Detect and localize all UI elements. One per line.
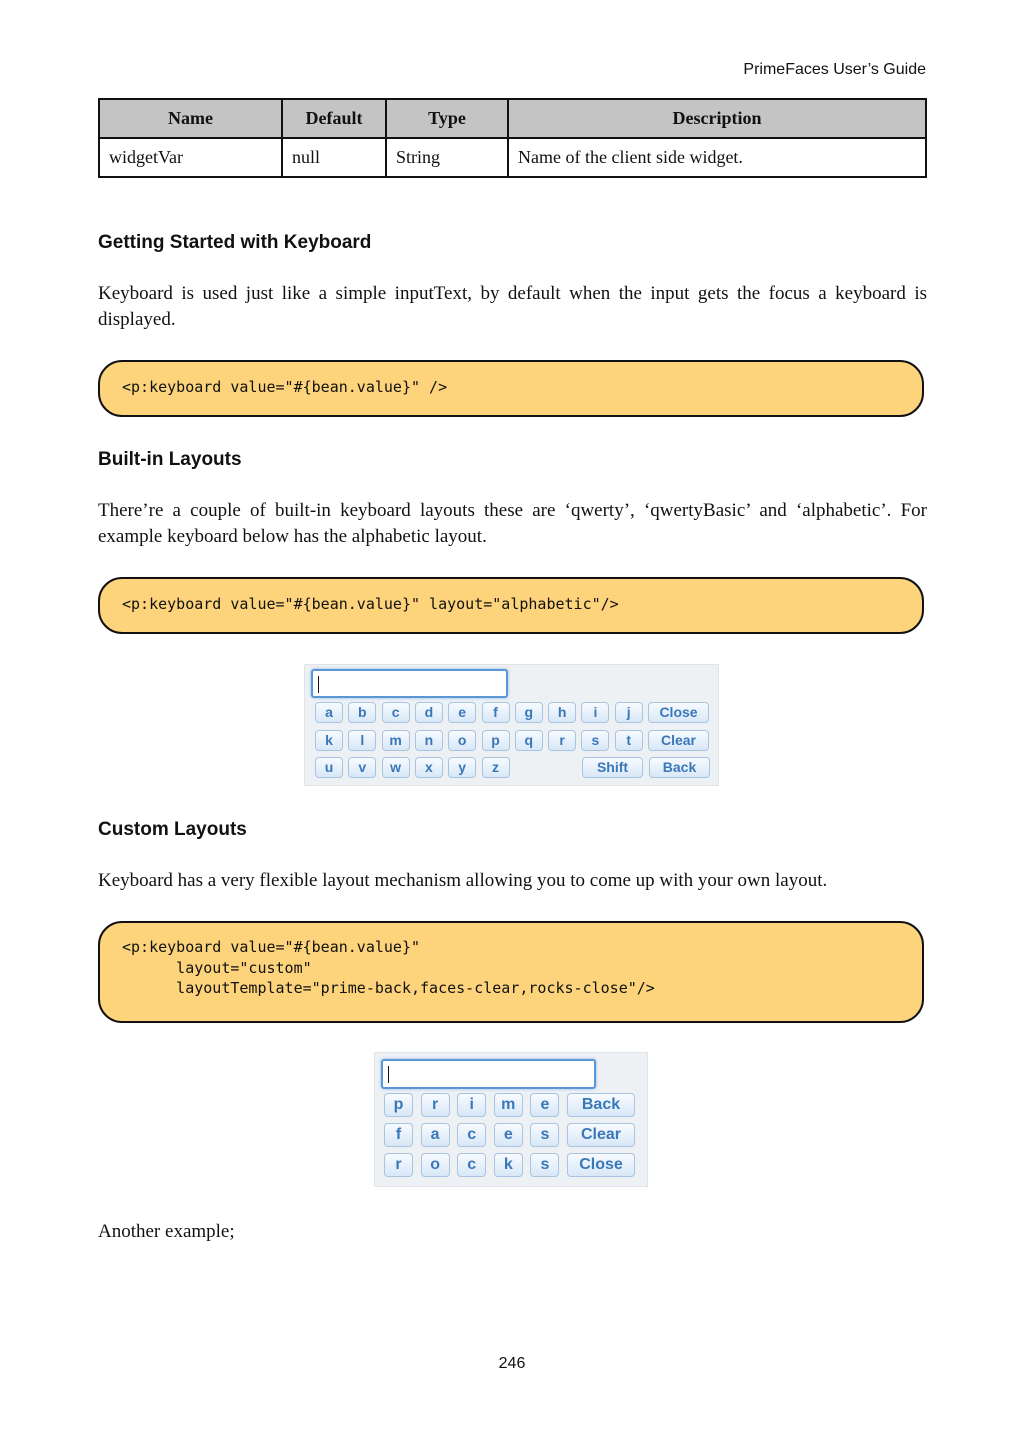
table-row [99, 138, 926, 177]
running-header: PrimeFaces User’s Guide [743, 61, 926, 78]
custom-keyboard-image [374, 1052, 648, 1187]
key-shift[interactable]: Shift [582, 757, 643, 778]
key-k[interactable]: k [494, 1153, 523, 1177]
key-p[interactable]: p [384, 1093, 413, 1117]
key-r[interactable]: r [384, 1153, 413, 1177]
code-block-basic: <p:keyboard value="#{bean.value}" /> [98, 360, 924, 417]
cell-type: String [386, 138, 508, 177]
key-s[interactable]: s [581, 730, 609, 751]
key-z[interactable]: z [482, 757, 510, 778]
table-header-row [99, 99, 926, 138]
key-c[interactable]: c [382, 702, 410, 723]
key-clear[interactable]: Clear [648, 730, 709, 751]
key-b[interactable]: b [348, 702, 376, 723]
paragraph-builtin-layouts: There’re a couple of built-in keyboard layouts these are ‘qwerty’, ‘qwertyBasic’ and ‘alphabetic’. For example keyboard below has the alphabetic layout. [98, 500, 927, 547]
key-m[interactable]: m [494, 1093, 523, 1117]
column-header-default: Default [282, 99, 386, 138]
key-s[interactable]: s [530, 1123, 559, 1147]
key-e[interactable]: e [530, 1093, 559, 1117]
heading-builtin-layouts: Built-in Layouts [98, 449, 242, 470]
cell-default: null [282, 138, 386, 177]
key-x[interactable]: x [415, 757, 443, 778]
key-e[interactable]: e [494, 1123, 523, 1147]
cell-name: widgetVar [99, 138, 282, 177]
key-m[interactable]: m [382, 730, 410, 751]
key-e[interactable]: e [448, 702, 476, 723]
key-t[interactable]: t [615, 730, 643, 751]
alphabetic-keyboard-image [304, 664, 719, 786]
key-c[interactable]: c [457, 1123, 486, 1147]
keyboard-input-field[interactable] [311, 669, 508, 698]
key-s[interactable]: s [530, 1153, 559, 1177]
attribute-table [98, 98, 927, 178]
key-h[interactable]: h [548, 702, 576, 723]
key-back[interactable]: Back [649, 757, 710, 778]
key-w[interactable]: w [382, 757, 410, 778]
key-k[interactable]: k [315, 730, 343, 751]
key-f[interactable]: f [384, 1123, 413, 1147]
keyboard-input-field[interactable] [381, 1059, 596, 1089]
paragraph-custom-layouts: Keyboard has a very flexible layout mechanism allowing you to come up with your own layout. [98, 870, 828, 891]
key-clear[interactable]: Clear [567, 1123, 635, 1147]
key-i[interactable]: i [457, 1093, 486, 1117]
heading-getting-started: Getting Started with Keyboard [98, 232, 372, 253]
cell-description: Name of the client side widget. [508, 138, 926, 177]
paragraph-getting-started: Keyboard is used just like a simple inputText, by default when the input gets the focus a keyboard is displayed. [98, 283, 927, 330]
key-close[interactable]: Close [567, 1153, 635, 1177]
page-number: 246 [498, 1355, 526, 1372]
key-r[interactable]: r [548, 730, 576, 751]
key-back[interactable]: Back [567, 1093, 635, 1117]
key-l[interactable]: l [348, 730, 376, 751]
key-a[interactable]: a [421, 1123, 450, 1147]
key-c[interactable]: c [457, 1153, 486, 1177]
column-header-description: Description [508, 99, 926, 138]
key-f[interactable]: f [482, 702, 510, 723]
key-g[interactable]: g [515, 702, 543, 723]
code-block-custom: <p:keyboard value="#{bean.value}" layout="custom" layoutTemplate="prime-back,faces-clear,rocks-close"/> [98, 921, 924, 1023]
key-n[interactable]: n [415, 730, 443, 751]
column-header-name: Name [99, 99, 282, 138]
key-close[interactable]: Close [648, 702, 709, 723]
key-o[interactable]: o [421, 1153, 450, 1177]
key-i[interactable]: i [581, 702, 609, 723]
key-o[interactable]: o [448, 730, 476, 751]
key-a[interactable]: a [315, 702, 343, 723]
key-u[interactable]: u [315, 757, 343, 778]
key-r[interactable]: r [421, 1093, 450, 1117]
key-d[interactable]: d [415, 702, 443, 723]
code-block-alphabetic: <p:keyboard value="#{bean.value}" layout="alphabetic"/> [98, 577, 924, 634]
column-header-type: Type [386, 99, 508, 138]
key-y[interactable]: y [448, 757, 476, 778]
key-q[interactable]: q [515, 730, 543, 751]
paragraph-another-example: Another example; [98, 1221, 235, 1242]
heading-custom-layouts: Custom Layouts [98, 819, 247, 840]
key-p[interactable]: p [482, 730, 510, 751]
key-j[interactable]: j [615, 702, 643, 723]
key-v[interactable]: v [348, 757, 376, 778]
